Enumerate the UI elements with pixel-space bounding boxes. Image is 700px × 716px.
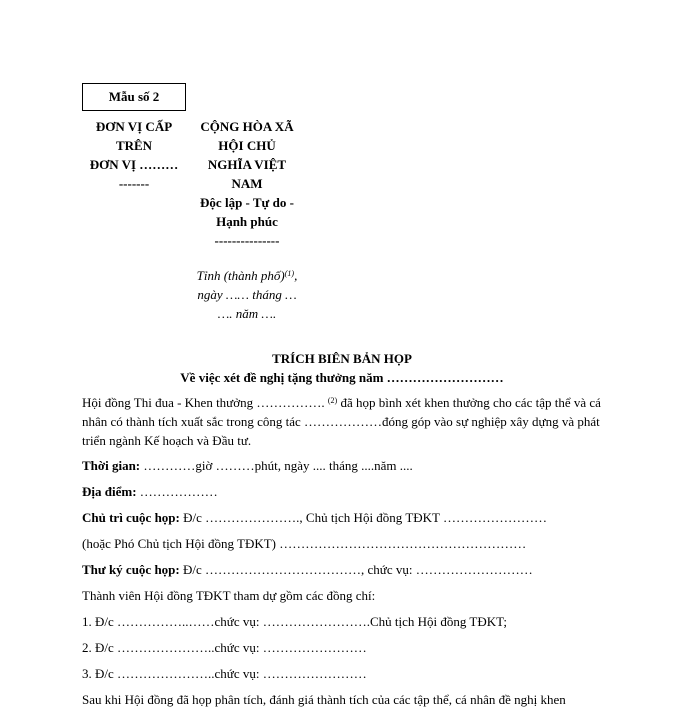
national-header: [186, 117, 308, 323]
chair-line: [82, 508, 602, 527]
location-label: Địa điểm:: [82, 484, 137, 499]
time-line: [82, 456, 602, 475]
org-line-1: ĐƠN VỊ CẤP: [95, 119, 173, 134]
country-line-1: CỘNG HÒA XÃ: [200, 119, 294, 134]
secretary-label: Thư ký cuộc họp:: [82, 562, 180, 577]
member-2: 2. Đ/c …………………..chức vụ: ……………………: [82, 640, 367, 655]
member-3: 3. Đ/c …………………..chức vụ: ……………………: [82, 666, 367, 681]
org-line-2: TRÊN: [115, 138, 153, 153]
place-line-1: [186, 266, 308, 285]
form-number-label: Mẫu số 2: [108, 89, 160, 104]
national-rule: ---------------: [214, 233, 280, 248]
footnote-1-marker: (1): [284, 269, 295, 278]
place-date: [186, 266, 308, 323]
motto-line-1: Độc lập - Tự do -: [200, 195, 294, 210]
title-line-1: TRÍCH BIÊN BẢN HỌP: [272, 351, 412, 366]
secretary-line: [82, 560, 602, 579]
place-province: Tỉnh (thành phố): [196, 268, 285, 283]
country-line-3: NGHĨA VIỆT: [207, 157, 287, 172]
document-title: [82, 349, 602, 387]
motto-line-2: Hạnh phúc: [216, 214, 278, 229]
chair-alt-line: (hoặc Phó Chủ tịch Hội đồng TĐKT) …………………………………………………: [82, 536, 527, 551]
closing-line: Sau khi Hội đồng đã họp phân tích, đánh giá thành tích của các tập thể, cá nhân đề nghị khen: [82, 692, 566, 707]
form-number-box: [82, 83, 186, 111]
org-line-3: ĐƠN VỊ ………: [89, 157, 179, 172]
place-line-3: …. năm ….: [217, 306, 277, 321]
footnote-2-marker: (2): [327, 396, 338, 405]
member-1: 1. Đ/c ……………..……chức vụ: …………………….Chủ tịch Hội đồng TĐKT;: [82, 614, 507, 629]
secretary-value: Đ/c ………………………………, chức vụ: ………………………: [179, 562, 533, 577]
time-label: Thời gian:: [82, 458, 141, 473]
intro-part-a: Hội đồng Thi đua - Khen thưởng …………….: [82, 395, 328, 410]
issuing-organization: [82, 117, 186, 193]
place-comma: ,: [294, 268, 298, 283]
minutes-body: [82, 393, 602, 716]
members-intro: Thành viên Hội đồng TĐKT tham dự gồm các đồng chí:: [82, 588, 376, 603]
place-line-2: ngày …… tháng …: [197, 287, 297, 302]
chair-label: Chủ trì cuộc họp:: [82, 510, 180, 525]
location-value: ………………: [136, 484, 218, 499]
time-value: …………giờ ………phút, ngày .... tháng ....năm ....: [140, 458, 413, 473]
intro-part-b: đã họp bình xét khen thưởng cho các tập thể và cá nhân có thành tích xuất sắc trong công tác ………………đóng góp vào sự nghiệp xây dựng và phát triển ngành Kế hoạch và Đầu tư.: [82, 395, 601, 448]
country-line-4: NAM: [231, 176, 263, 191]
org-rule: -------: [118, 176, 150, 191]
title-line-2: Về việc xét đề nghị tặng thưởng năm ………………………: [180, 370, 504, 385]
country-line-2: HỘI CHỦ: [218, 138, 276, 153]
chair-value: Đ/c …………………., Chủ tịch Hội đồng TĐKT ……………………: [179, 510, 547, 525]
location-line: [82, 482, 602, 501]
intro-paragraph: [82, 393, 602, 450]
